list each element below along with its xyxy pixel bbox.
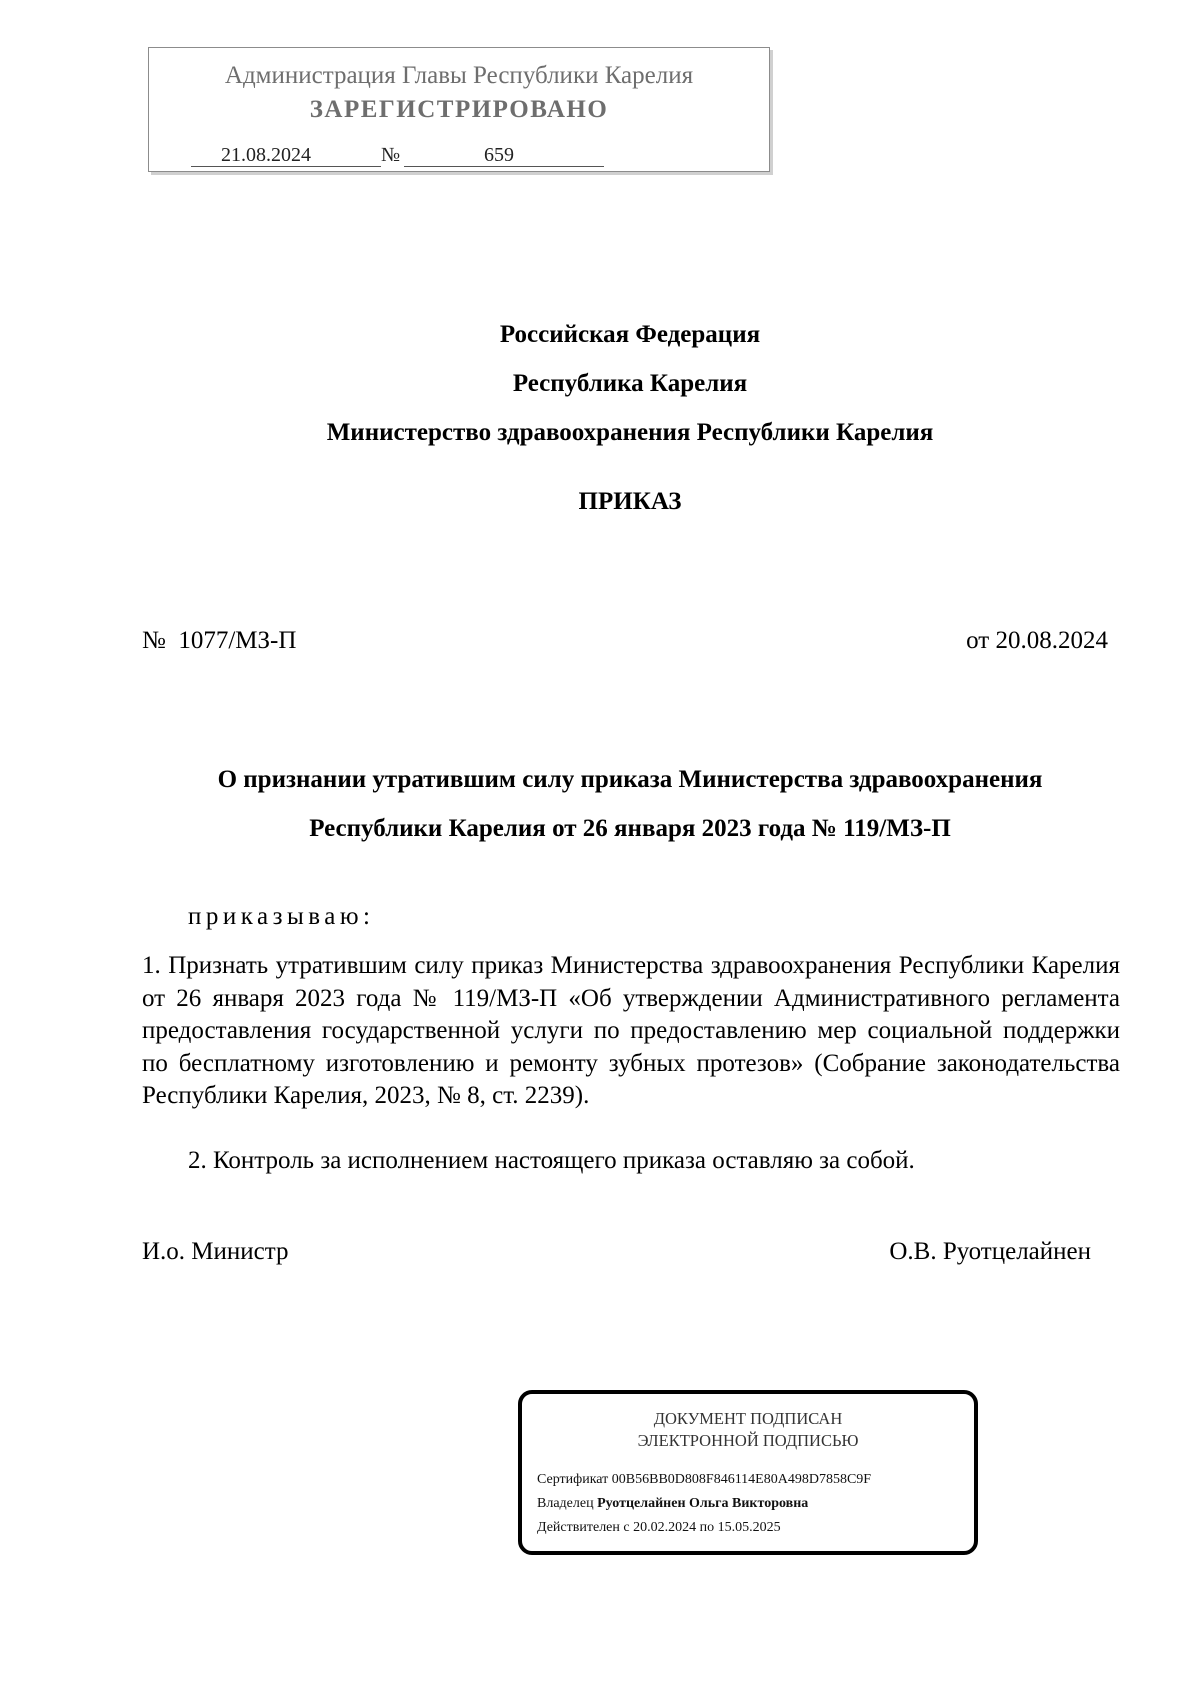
registration-number-label: №: [381, 144, 401, 166]
valid-to: 15.05.2025: [717, 1520, 781, 1535]
subject-line-2: Республики Карелия от 26 января 2023 года № 119/МЗ-П: [309, 815, 951, 842]
valid-label: Действителен: [537, 1520, 620, 1535]
header-republic: Республика Карелия: [512, 370, 748, 397]
e-signature-heading-1: ДОКУМЕНТ ПОДПИСАН: [653, 1409, 843, 1428]
certificate-value: 00B56BB0D808F846114E80A498D7858C9F: [611, 1472, 872, 1487]
header-country: Российская Федерация: [499, 321, 761, 348]
e-signature-stamp: [518, 1390, 978, 1555]
registration-organization: Администрация Главы Республики Карелия: [224, 62, 694, 89]
order-verb: приказываю:: [188, 903, 375, 930]
valid-to-label: по: [699, 1520, 715, 1535]
e-signature-certificate-row: [537, 1472, 871, 1488]
order-number: № 1077/МЗ-П: [142, 627, 297, 654]
signer-title: И.о. Министр: [142, 1238, 289, 1265]
body-paragraph-1: 1. Признать утратившим силу приказ Министерства здравоохранения Республики Карелия от 26 января 2023 года № 119/МЗ-П «Об утверждении Административного регламента предоставления государственной услуги по предоставлению мер социальной поддержки по бесплатному изготовлению и ремонту зубных протезов» (Собрание законодательства Республики Карелия, 2023, № 8, ст. 2239).: [142, 952, 1120, 1109]
owner-label: Владелец: [537, 1496, 594, 1511]
body-paragraph-2: 2. Контроль за исполнением настоящего приказа оставляю за собой.: [188, 1147, 915, 1174]
signer-name: О.В. Руотцелайнен: [889, 1238, 1091, 1265]
owner-value: Руотцелайнен Ольга Викторовна: [597, 1496, 809, 1511]
registration-number: 659: [484, 144, 514, 166]
certificate-label: Сертификат: [537, 1472, 609, 1487]
registration-stamp: [148, 47, 770, 172]
e-signature-heading-2: ЭЛЕКТРОННОЙ ПОДПИСЬЮ: [637, 1431, 859, 1450]
registration-date: 21.08.2024: [221, 144, 311, 166]
order-date: от 20.08.2024: [966, 627, 1108, 654]
document-type: ПРИКАЗ: [578, 488, 682, 515]
header-ministry: Министерство здравоохранения Республики Карелия: [326, 419, 934, 446]
registration-status: ЗАРЕГИСТРИРОВАНО: [309, 96, 609, 123]
valid-from: 20.02.2024: [633, 1520, 697, 1535]
e-signature-owner-row: [537, 1496, 808, 1512]
valid-from-label: с: [623, 1520, 630, 1535]
subject-line-1: О признании утратившим силу приказа Министерства здравоохранения: [217, 766, 1043, 793]
e-signature-validity-row: [537, 1520, 781, 1536]
